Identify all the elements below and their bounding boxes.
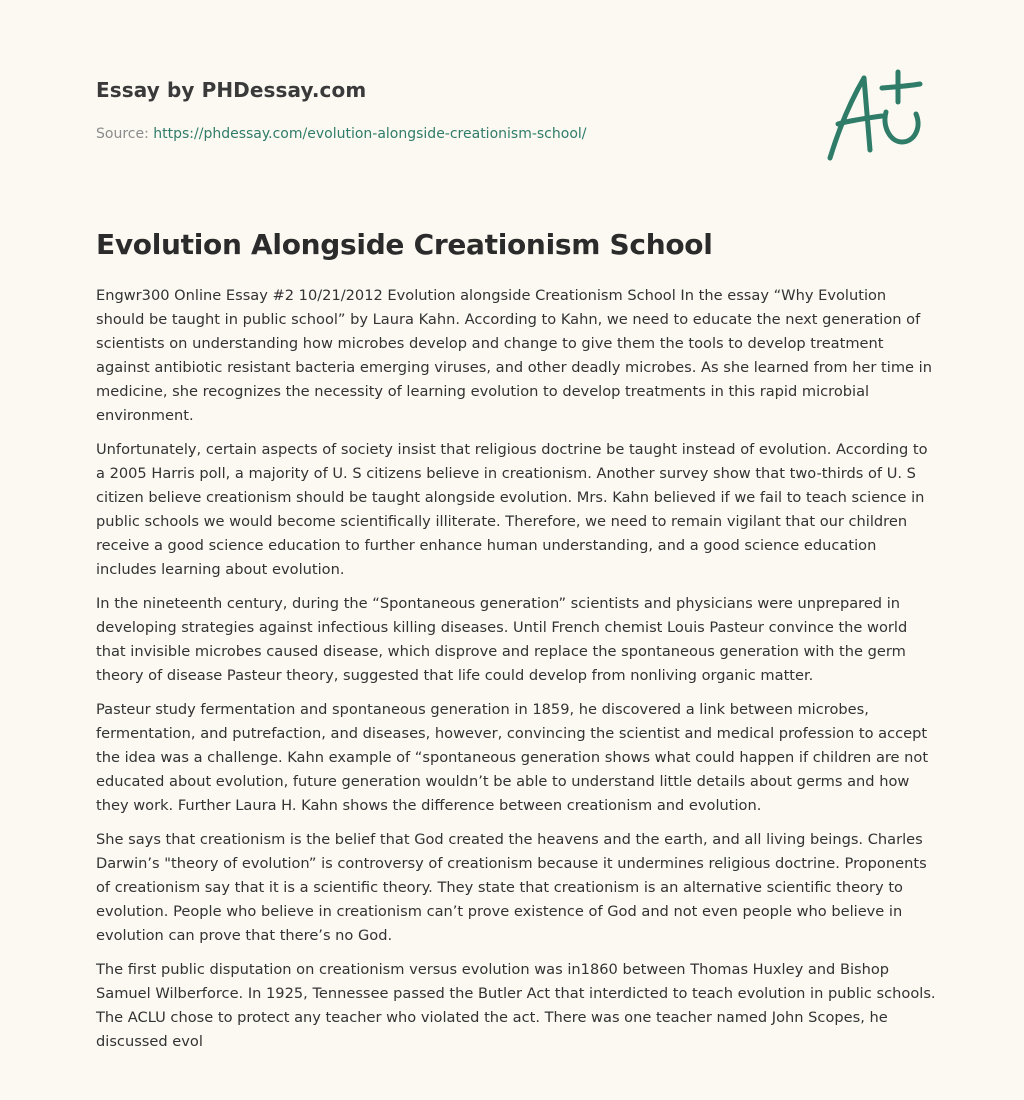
essay-paragraph: Pasteur study fermentation and spontaneous generation in 1859, he discovered a link between microbes, fermentation, and putrefaction, and diseases, however, convincing the scientist and medical profession to accept the idea was a challenge. Kahn example of “spontaneous generation shows what could happen if children are not educated about evolution, future generation wouldn’t be able to understand little details about germs and how they work. Further Laura H. Kahn shows the difference between creationism and evolution. [96,701,929,814]
essay-paragraph: In the nineteenth century, during the “Spontaneous generation” scientists and physicians were unprepared in developing strategies against infectious killing diseases. Until French chemist Louis Pasteur convince the world that invisible microbes caused disease, which disprove and replace the spontaneous generation with the germ theory of disease Pasteur theory, suggested that life could develop from nonliving organic matter. [96,595,908,684]
source-link[interactable]: https://phdessay.com/evolution-alongside-creationism-school/ [153,126,587,142]
site-title: Essay by PHDessay.com [96,78,367,102]
essay-paragraph: She says that creationism is the belief that God created the heavens and the earth, and all living beings. Charles Darwin’s "theory of evolution” is controversy of creationism because it undermines religious doctrine. Proponents of creationism say that it is a scientific theory. They state that creationism is an alternative scientific theory to evolution. People who believe in creationism can’t prove existence of God and not even people who believe in evolution can prove that there’s no God. [96,831,927,944]
essay-paragraph: Engwr300 Online Essay #2 10/21/2012 Evolution alongside Creationism School In the essay “Why Evolution should be taught in public school” by Laura Kahn. According to Kahn, we need to educate the next generation of scientists on understanding how microbes develop and change to give them the tools to develop treatment against antibiotic resistant bacteria emerging viruses, and other deadly microbes. As she learned from her time in medicine, she recognizes the necessity of learning evolution to develop treatments in this rapid microbial environment. [96,287,932,424]
source-label: Source: [96,126,154,142]
essay-title: Evolution Alongside Creationism School [96,228,713,261]
essay-paragraph: Unfortunately, certain aspects of society insist that religious doctrine be taught instead of evolution. According to a 2005 Harris poll, a majority of U. S citizens believe in creationism. Another survey show that two-thirds of U. S citizen believe creationism should be taught alongside evolution. Mrs. Kahn believed if we fail to teach science in public schools we would become scientifically illiterate. Therefore, we need to remain vigilant that our children receive a good science education to further enhance human understanding, and a good science education includes learning about evolution. [96,441,928,578]
source-line [96,124,796,144]
page-header [96,76,796,144]
essay-body [96,284,936,1064]
a-plus-grade-icon [820,66,930,166]
essay-paragraph: The first public disputation on creationism versus evolution was in1860 between Thomas Huxley and Bishop Samuel Wilberforce. In 1925, Tennessee passed the Butler Act that interdicted to teach evolution in public schools. The ACLU chose to protect any teacher who violated the act. There was one teacher named John Scopes, he discussed evol [96,961,936,1050]
